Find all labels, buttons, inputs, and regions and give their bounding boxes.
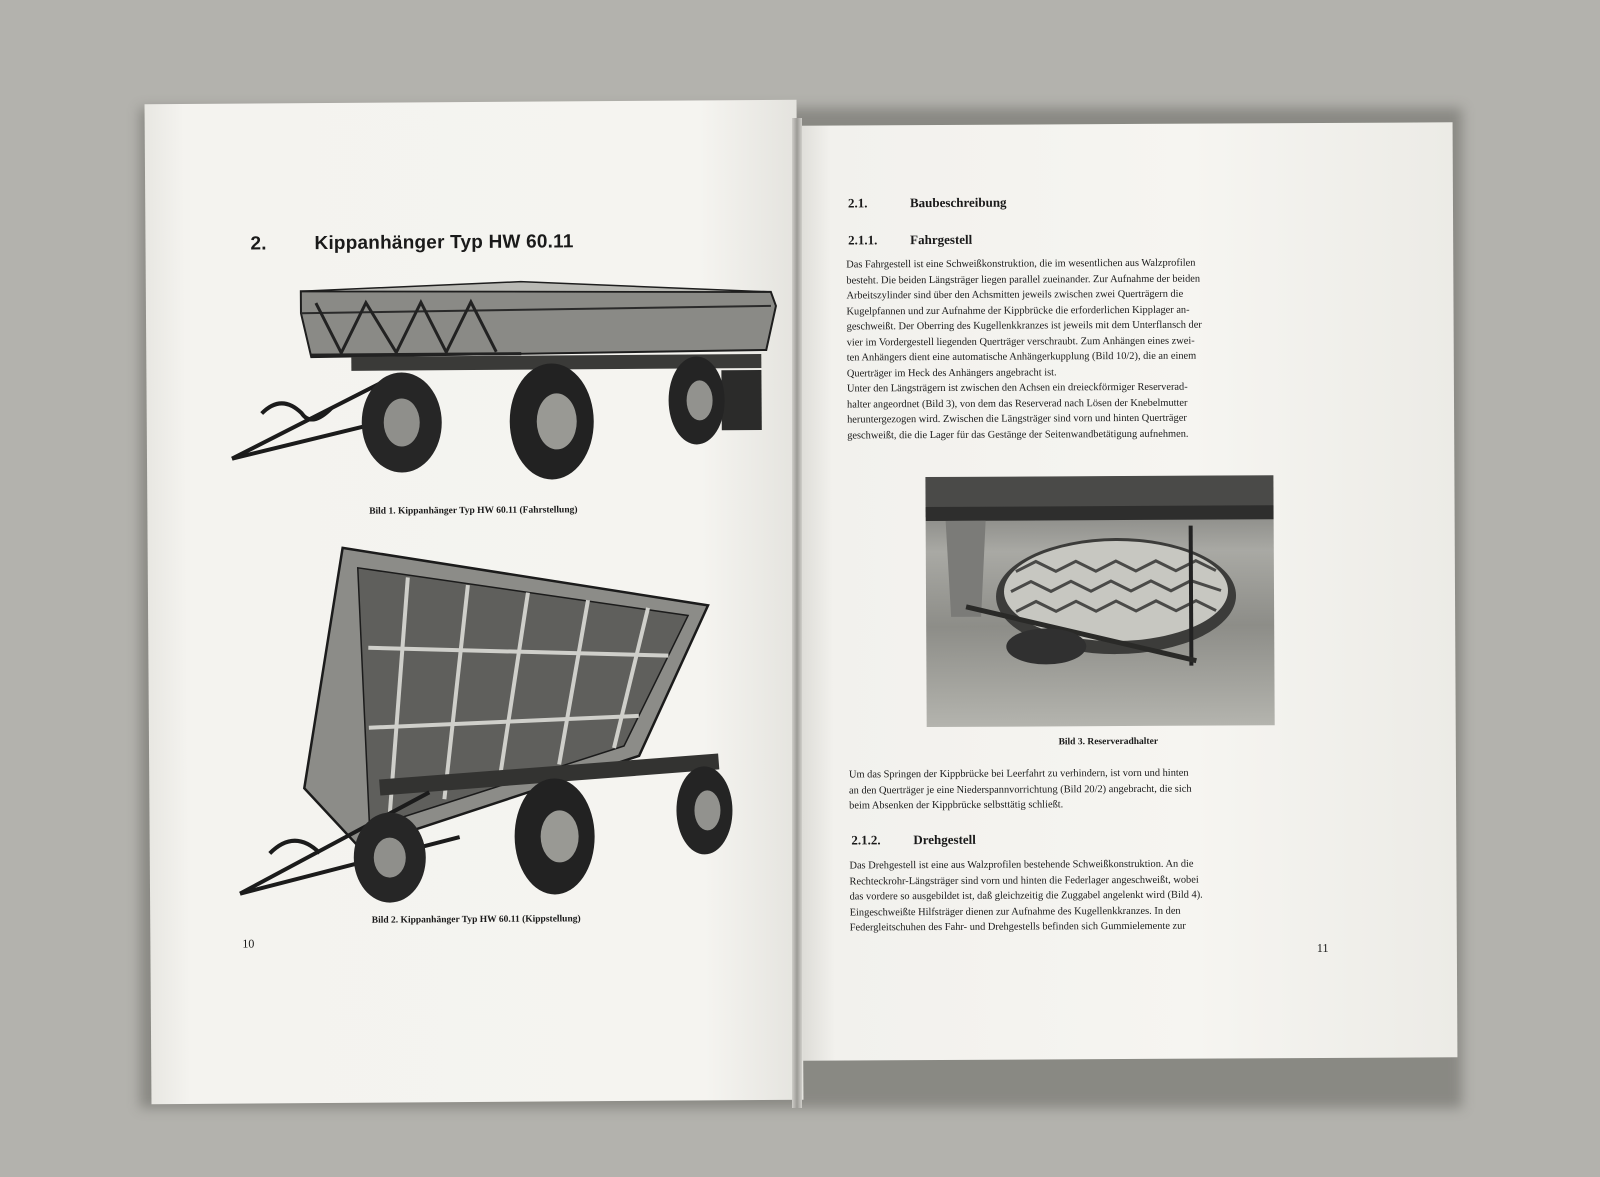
text-line: Rechteckrohr-Längsträger sind vorn und hinten die Federlager angeschweißt, wobei: [849, 874, 1199, 887]
text-line: Um das Springen der Kippbrücke bei Leerfahrt zu verhindern, ist vorn und hinten: [848, 767, 1189, 781]
page-number-left: 10: [242, 936, 255, 951]
text-line: geschweißt, die die Lager für das Gestänge der Seitenwandbetätigung aufnehmen.: [847, 428, 1189, 441]
wheel-middle: [509, 363, 594, 480]
section-title: Baubeschreibung: [909, 194, 1007, 211]
text-line: ten Anhängers dient eine automatische Anhängerkupplung (Bild 10/2), die an einem: [846, 350, 1197, 364]
text-line: Arbeitszylinder sind über den Achsmitten jeweils zwischen zwei Querträgern die: [846, 288, 1184, 302]
subsection-heading-1: [848, 232, 972, 249]
subsection-1-number: 2.1.1.: [848, 232, 878, 248]
figure-3-spare-wheel-photo: [925, 475, 1274, 727]
text-line: Unter den Längsträgern ist zwischen den Achsen ein dreieckförmiger Reserverad-: [846, 381, 1188, 395]
figure-1-trailer-driving: [221, 270, 783, 494]
paragraph-drehgestell: [849, 856, 1357, 936]
subsection-2-title: Drehgestell: [913, 831, 976, 848]
text-line: Eingeschweißte Hilfsträger dienen zur Aufnahme des Kugellenkkranzes. In den: [849, 905, 1181, 918]
wheel-tip-middle: [514, 778, 595, 895]
chapter-heading: [250, 231, 573, 255]
page-number-right: 11: [1316, 940, 1329, 956]
section-number: 2.1.: [847, 195, 868, 211]
text-line: halter angeordnet (Bild 3), von dem das Reserverad nach Lösen der Knebelmutter: [846, 397, 1188, 410]
wheel-tip-rear: [676, 766, 733, 854]
figure-2-trailer-tipping: [228, 535, 791, 909]
section-heading: [848, 195, 1007, 212]
subsection-1-title: Fahrgestell: [910, 231, 973, 248]
paragraph-kippbruecke: [849, 765, 1357, 814]
text-line: vier im Vordergestell liegenden Querträger verschraubt. Zum Anhängen eines zwei-: [846, 335, 1195, 348]
text-line: Kugelpfannen und zur Aufnahme der Kippbrücke die erforderlichen Kipplager an-: [846, 304, 1190, 317]
paragraph-fahrgestell: [846, 255, 1355, 444]
chapter-number: 2.: [250, 233, 267, 255]
text-line: das vordere so ausgebildet ist, daß gleichzeitig die Zuggabel angelenkt wird (Bild 4).: [849, 889, 1203, 903]
text-line: heruntergezogen wird. Zwischen die Längsträger sind vorn und hinten Querträger: [847, 412, 1187, 426]
text-line: beim Absenken der Kippbrücke selbsttätig schließt.: [849, 799, 1064, 812]
chapter-title: Kippanhänger Typ HW 60.11: [314, 231, 574, 255]
wheel-tip-front: [353, 812, 426, 903]
text-line: Querträger im Heck des Anhängers angebracht ist.: [846, 366, 1057, 379]
text-line: Federgleitschuhen des Fahr- und Drehgestells befinden sich Gummielemente zur: [849, 920, 1186, 934]
right-page: [798, 122, 1458, 1060]
text-line: Das Fahrgestell ist eine Schweißkonstruktion, die im wesentlichen aus Walzprofilen: [846, 257, 1196, 271]
spine-gutter: [792, 118, 802, 1108]
left-page: [145, 100, 804, 1105]
subsection-heading-2: [851, 832, 976, 849]
figure-1-caption: Bild 1. Kippanhänger Typ HW 60.11 (Fahrstellung): [369, 505, 578, 517]
figure-3-caption: Bild 3. Reserveradhalter: [1058, 736, 1159, 748]
text-line: besteht. Die beiden Längsträger liegen parallel zueinander. Zur Aufnahme der beiden: [846, 273, 1201, 286]
text-line: geschweißt. Der Oberring des Kugellenkkranzes ist jeweils mit dem Unterflansch der: [846, 319, 1202, 333]
text-line: an den Querträger je eine Niederspannvorrichtung (Bild 20/2) angebracht, die sich: [849, 783, 1192, 796]
figure-2-caption: Bild 2. Kippanhänger Typ HW 60.11 (Kippstellung): [371, 914, 581, 926]
text-line: Das Drehgestell ist eine aus Walzprofilen bestehende Schweißkonstruktion. An die: [849, 858, 1194, 872]
wheel-front: [361, 372, 442, 473]
subsection-2-number: 2.1.2.: [851, 832, 881, 848]
wheel-rear: [668, 356, 725, 444]
